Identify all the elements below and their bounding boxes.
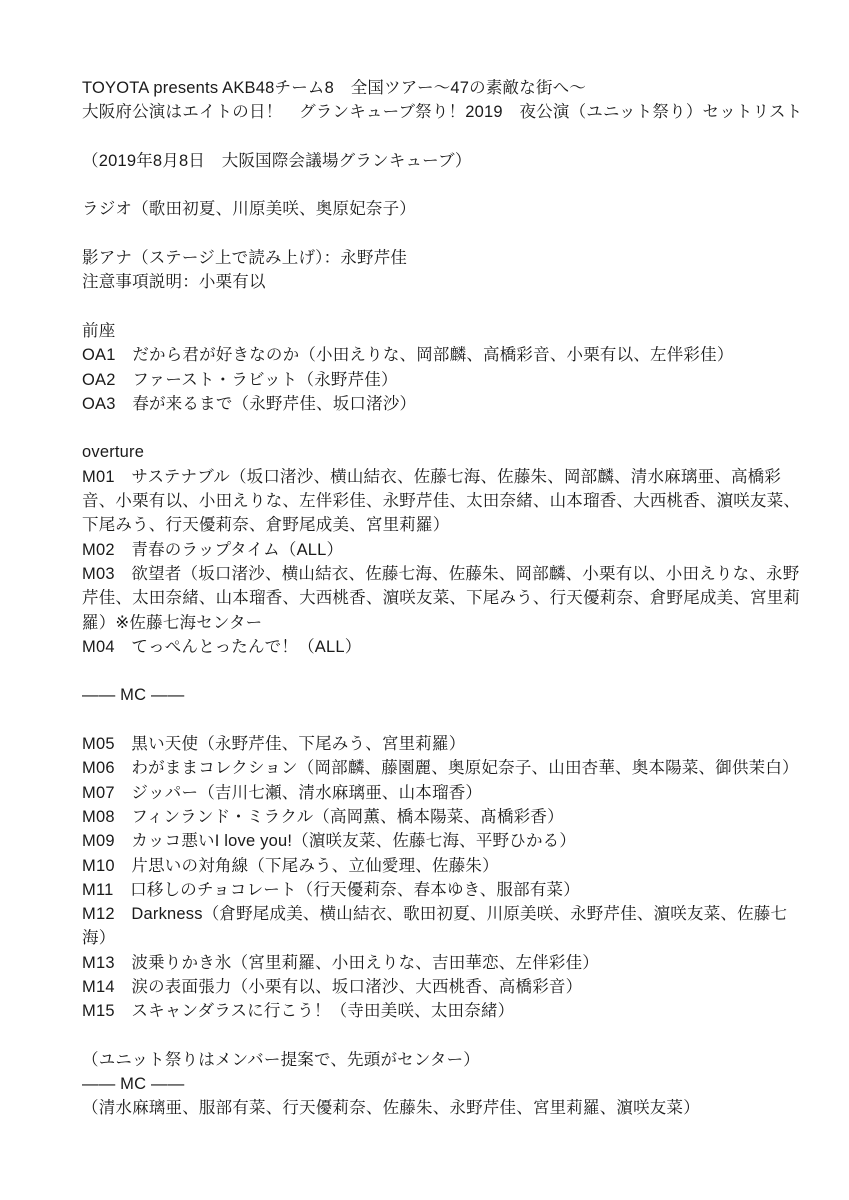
- text-line: 影アナ（ステージ上で読み上げ）：永野芹佳: [82, 249, 408, 268]
- text-line: TOYOTA presents AKB48チーム8 全国ツアー～47の素敵な街へ～: [82, 79, 587, 97]
- text-line: OA1 だから君が好きなのか（小田えりな、岡部麟、高橋彩音、小栗有以、左伴彩佳）: [82, 346, 734, 365]
- text-line: M01 サステナブル（坂口渚沙、横山結衣、佐藤七海、佐藤朱、岡部麟、清水麻璃亜、高橋彩音、小栗有以、小田えりな、左伴彩佳、永野芹佳、太田奈緒、山本瑠香、大西桃香、濵咲友菜、下尾みう、行天優莉奈、倉野尾成美、宮里莉羅）: [82, 467, 801, 535]
- text-line: M06 わがままコレクション（岡部麟、藤園麗、奥原妃奈子、山田杏華、奥本陽菜、御供茉白）: [82, 759, 799, 778]
- blank-line: [82, 708, 808, 732]
- text-line: （2019年8月8日 大阪国際会議場グランキューブ）: [82, 151, 472, 170]
- text-line: overture: [82, 443, 145, 462]
- text-line: —— MC ——: [82, 686, 185, 705]
- text-line: 注意事項説明：小栗有以: [82, 273, 266, 292]
- text-line: M14 涙の表面張力（小栗有以、坂口渚沙、大西桃香、高橋彩音）: [82, 977, 583, 996]
- text-line: —— MC ——: [82, 1075, 185, 1094]
- text-line: 大阪府公演はエイトの日！ グランキューブ祭り！2019 夜公演（ユニット祭り）セットリスト: [82, 103, 803, 122]
- blank-line: [82, 295, 808, 319]
- text-line: M09 カッコ悪いI love you!（濵咲友菜、佐藤七海、平野ひかる）: [82, 832, 577, 851]
- text-line: M11 口移しのチョコレート（行天優莉奈、春本ゆき、服部有菜）: [82, 880, 580, 899]
- text-line: M04 てっぺんとったんで！（ALL）: [82, 637, 362, 656]
- setlist-document: [82, 76, 808, 1121]
- text-line: OA2 ファースト・ラビット（永野芹佳）: [82, 370, 398, 389]
- text-line: M03 欲望者（坂口渚沙、横山結衣、佐藤七海、佐藤朱、岡部麟、小栗有以、小田えりな、永野芹佳、太田奈緒、山本瑠香、大西桃香、濵咲友菜、下尾みう、行天優莉奈、倉野尾成美、宮里莉羅）※佐藤七海センター: [82, 564, 801, 632]
- text-line: OA3 春が来るまで（永野芹佳、坂口渚沙）: [82, 394, 417, 413]
- blank-line: [82, 1024, 808, 1048]
- text-line: M15 スキャンダラスに行こう！（寺田美咲、太田奈緒）: [82, 1002, 515, 1021]
- blank-line: [82, 416, 808, 440]
- blank-line: [82, 659, 808, 683]
- text-line: M02 青春のラップタイム（ALL）: [82, 540, 344, 559]
- text-line: M12 Darkness（倉野尾成美、横山結衣、歌田初夏、川原美咲、永野芹佳、濵咲友菜、佐藤七海）: [82, 905, 788, 948]
- text-line: M05 黒い天使（永野芹佳、下尾みう、宮里莉羅）: [82, 735, 466, 754]
- text-line: ラジオ（歌田初夏、川原美咲、奥原妃奈子）: [82, 200, 416, 219]
- text-line: （ユニット祭りはメンバー提案で、先頭がセンター）: [82, 1050, 480, 1069]
- blank-line: [82, 222, 808, 246]
- text-line: M10 片思いの対角線（下尾みう、立仙愛理、佐藤朱）: [82, 856, 499, 875]
- text-line: （清水麻璃亜、服部有菜、行天優莉奈、佐藤朱、永野芹佳、宮里莉羅、濵咲友菜）: [82, 1099, 700, 1118]
- blank-line: [82, 125, 808, 149]
- text-line: 前座: [82, 321, 116, 340]
- text-line: M13 波乗りかき氷（宮里莉羅、小田えりな、吉田華恋、左伴彩佳）: [82, 953, 599, 972]
- text-line: M07 ジッパー（吉川七瀬、清水麻璃亜、山本瑠香）: [82, 783, 483, 802]
- blank-line: [82, 173, 808, 197]
- text-line: M08 フィンランド・ミラクル（高岡薫、橋本陽菜、髙橋彩香）: [82, 807, 564, 826]
